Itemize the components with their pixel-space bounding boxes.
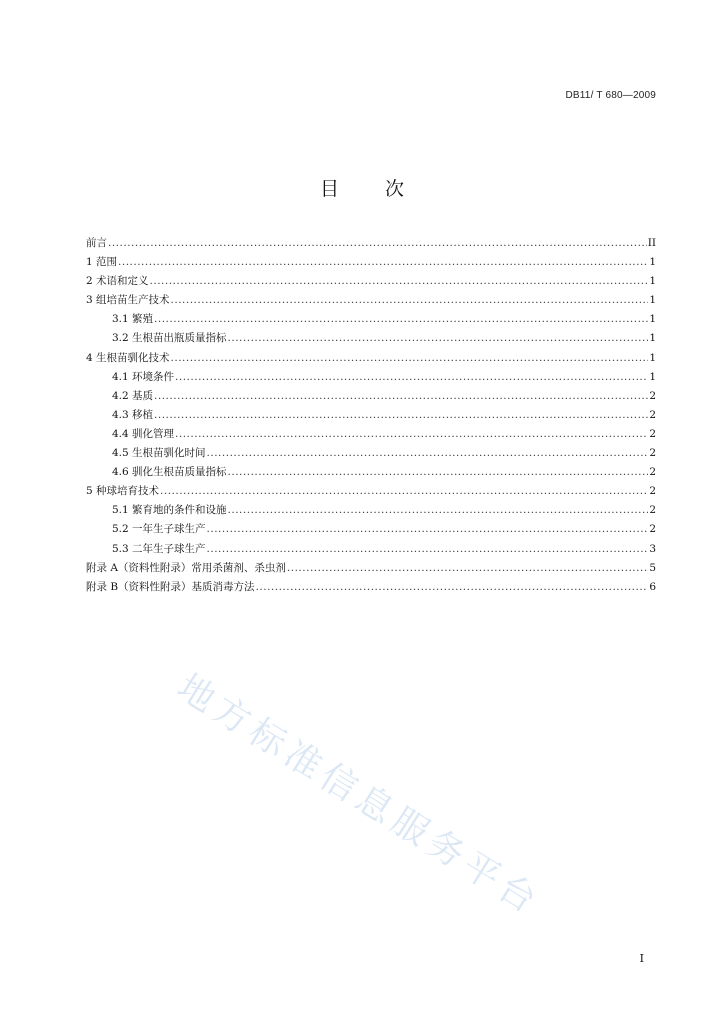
toc-entry-label: 5.2 一年生子球生产 xyxy=(112,523,206,536)
toc-entry[interactable] xyxy=(86,406,656,425)
toc-leader-dots xyxy=(160,482,648,501)
toc-entry-page: 1 xyxy=(649,256,656,269)
toc-entry-page: 2 xyxy=(649,408,656,421)
toc-entry-page: II xyxy=(647,237,656,249)
toc-entry-page: 1 xyxy=(649,313,656,326)
toc-entry-page: 1 xyxy=(649,351,656,364)
table-of-contents xyxy=(86,234,656,597)
toc-leader-dots xyxy=(228,463,649,482)
toc-entry-label: 4.1 环境条件 xyxy=(112,370,175,383)
toc-entry-label: 3 组培苗生产技术 xyxy=(86,294,170,307)
toc-entry-label: 前言 xyxy=(86,237,107,249)
toc-leader-dots xyxy=(175,368,648,387)
toc-entry-label: 4 生根苗驯化技术 xyxy=(86,351,170,364)
toc-entry[interactable] xyxy=(86,272,656,291)
toc-entry[interactable] xyxy=(86,310,656,329)
page-title: 目 次 xyxy=(319,178,425,200)
toc-leader-dots xyxy=(154,387,648,406)
toc-entry-page: 5 xyxy=(649,561,656,574)
toc-entry[interactable] xyxy=(86,387,656,406)
page-number: I xyxy=(639,952,644,965)
toc-entry[interactable] xyxy=(86,291,656,310)
toc-leader-dots xyxy=(207,520,649,539)
toc-entry[interactable] xyxy=(86,520,656,539)
toc-entry[interactable] xyxy=(86,329,656,348)
toc-leader-dots xyxy=(154,406,648,425)
toc-entry-page: 2 xyxy=(649,523,656,536)
toc-leader-dots xyxy=(171,291,649,310)
toc-entry-label: 附录 A（资料性附录）常用杀菌剂、杀虫剂 xyxy=(86,561,286,574)
toc-entry[interactable] xyxy=(86,349,656,368)
toc-entry-label: 1 范围 xyxy=(86,256,118,269)
toc-entry-page: 1 xyxy=(649,294,656,307)
toc-entry-label: 3.1 繁殖 xyxy=(112,313,154,326)
toc-entry-page: 3 xyxy=(649,542,656,555)
toc-entry-page: 1 xyxy=(649,275,656,288)
toc-entry[interactable] xyxy=(86,444,656,463)
toc-leader-dots xyxy=(154,310,648,329)
toc-entry[interactable] xyxy=(86,482,656,501)
toc-entry-page: 2 xyxy=(649,389,656,402)
toc-leader-dots xyxy=(175,425,648,444)
toc-leader-dots xyxy=(256,578,649,597)
toc-entry[interactable] xyxy=(86,425,656,444)
toc-leader-dots xyxy=(171,349,649,368)
toc-entry[interactable] xyxy=(86,234,656,253)
toc-leader-dots xyxy=(228,329,649,348)
toc-entry[interactable] xyxy=(86,578,656,597)
toc-entry-label: 4.4 驯化管理 xyxy=(112,427,175,440)
toc-entry-label: 4.6 驯化生根苗质量指标 xyxy=(112,466,227,479)
toc-entry[interactable] xyxy=(86,368,656,387)
toc-leader-dots xyxy=(118,253,648,272)
toc-entry-label: 5.3 二年生子球生产 xyxy=(112,542,206,555)
toc-entry-page: 2 xyxy=(649,466,656,479)
toc-entry[interactable] xyxy=(86,540,656,559)
toc-entry[interactable] xyxy=(86,463,656,482)
toc-entry-label: 5 种球培育技术 xyxy=(86,485,160,498)
toc-entry-label: 2 术语和定义 xyxy=(86,275,149,288)
toc-entry-page: 6 xyxy=(649,580,656,593)
toc-entry-label: 3.2 生根苗出瓶质量指标 xyxy=(112,332,227,345)
toc-entry[interactable] xyxy=(86,253,656,272)
toc-entry-page: 2 xyxy=(649,447,656,460)
toc-entry-label: 4.3 移植 xyxy=(112,408,154,421)
toc-leader-dots xyxy=(150,272,649,291)
toc-leader-dots xyxy=(207,444,649,463)
toc-entry-page: 1 xyxy=(649,370,656,383)
toc-entry-page: 2 xyxy=(649,427,656,440)
toc-entry-page: 2 xyxy=(649,485,656,498)
toc-entry-page: 2 xyxy=(649,504,656,517)
toc-entry[interactable] xyxy=(86,559,656,578)
toc-entry-label: 5.1 繁育地的条件和设施 xyxy=(112,504,227,517)
toc-entry[interactable] xyxy=(86,501,656,520)
toc-leader-dots xyxy=(228,501,649,520)
toc-leader-dots xyxy=(207,540,649,559)
toc-entry-page: 1 xyxy=(649,332,656,345)
toc-entry-label: 附录 B（资料性附录）基质消毒方法 xyxy=(86,580,255,593)
watermark: 地方标准信息服务平台 xyxy=(170,666,548,925)
toc-entry-label: 4.2 基质 xyxy=(112,389,154,402)
toc-leader-dots xyxy=(108,234,647,253)
document-code: DB11/ T 680—2009 xyxy=(565,90,656,101)
toc-leader-dots xyxy=(287,559,648,578)
toc-entry-label: 4.5 生根苗驯化时间 xyxy=(112,447,206,460)
